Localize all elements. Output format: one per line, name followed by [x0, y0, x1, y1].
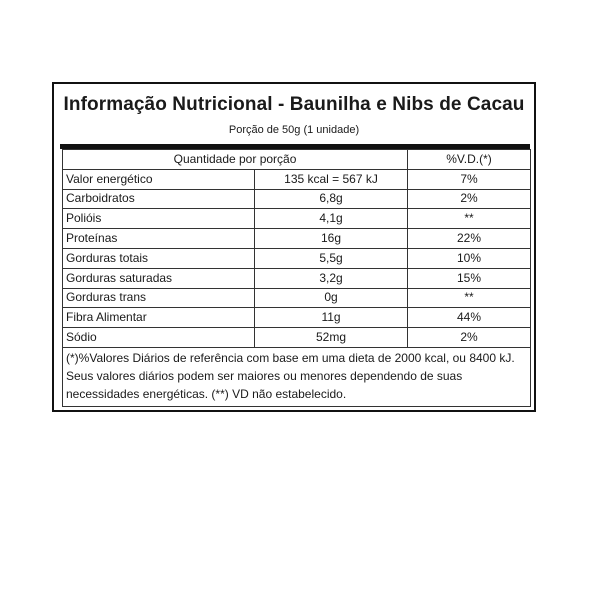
- table-row: [63, 268, 531, 288]
- nutrient-daily-value: 2%: [408, 189, 531, 209]
- nutrient-daily-value: 2%: [408, 328, 531, 348]
- nutrient-daily-value: **: [408, 288, 531, 308]
- nutrient-name: Gorduras saturadas: [63, 268, 255, 288]
- nutrient-name: Fibra Alimentar: [63, 308, 255, 328]
- nutrient-amount: 3,2g: [255, 268, 408, 288]
- table-row: [63, 328, 531, 348]
- nutrient-name: Valor energético: [63, 169, 255, 189]
- footnote-row: [63, 347, 531, 406]
- nutrient-amount: 135 kcal = 567 kJ: [255, 169, 408, 189]
- nutrition-facts-panel: [52, 82, 536, 412]
- header-daily-value: %V.D.(*): [408, 150, 531, 170]
- nutrient-daily-value: 44%: [408, 308, 531, 328]
- table-row: [63, 288, 531, 308]
- nutrient-amount: 6,8g: [255, 189, 408, 209]
- label-title: Informação Nutricional - Baunilha e Nibs de Cacau: [63, 94, 525, 115]
- nutrient-name: Gorduras trans: [63, 288, 255, 308]
- nutrient-daily-value: **: [408, 209, 531, 229]
- nutrient-name: Sódio: [63, 328, 255, 348]
- nutrient-daily-value: 7%: [408, 169, 531, 189]
- nutrient-amount: 0g: [255, 288, 408, 308]
- nutrient-amount: 52mg: [255, 328, 408, 348]
- nutrient-daily-value: 15%: [408, 268, 531, 288]
- header-amount-per-portion: Quantidade por porção: [63, 150, 408, 170]
- portion-size: Porção de 50g (1 unidade): [228, 124, 360, 136]
- nutrient-name: Gorduras totais: [63, 248, 255, 268]
- nutrient-amount: 16g: [255, 229, 408, 249]
- nutrition-table: [62, 149, 531, 407]
- table-row: [63, 229, 531, 249]
- table-row: [63, 308, 531, 328]
- nutrient-name: Polióis: [63, 209, 255, 229]
- footnote-text: (*)%Valores Diários de referência com base em uma dieta de 2000 kcal, ou 8400 kJ. Seus valores diários podem ser maiores ou menores dependendo de suas necessidades energéticas. (**) VD não estabelecido.: [63, 347, 531, 406]
- nutrient-name: Carboidratos: [63, 189, 255, 209]
- nutrient-name: Proteínas: [63, 229, 255, 249]
- table-row: [63, 209, 531, 229]
- nutrient-amount: 11g: [255, 308, 408, 328]
- table-row: [63, 169, 531, 189]
- table-header-row: [63, 150, 531, 170]
- table-row: [63, 189, 531, 209]
- nutrient-daily-value: 10%: [408, 248, 531, 268]
- table-row: [63, 248, 531, 268]
- nutrient-amount: 4,1g: [255, 209, 408, 229]
- nutrient-daily-value: 22%: [408, 229, 531, 249]
- nutrient-amount: 5,5g: [255, 248, 408, 268]
